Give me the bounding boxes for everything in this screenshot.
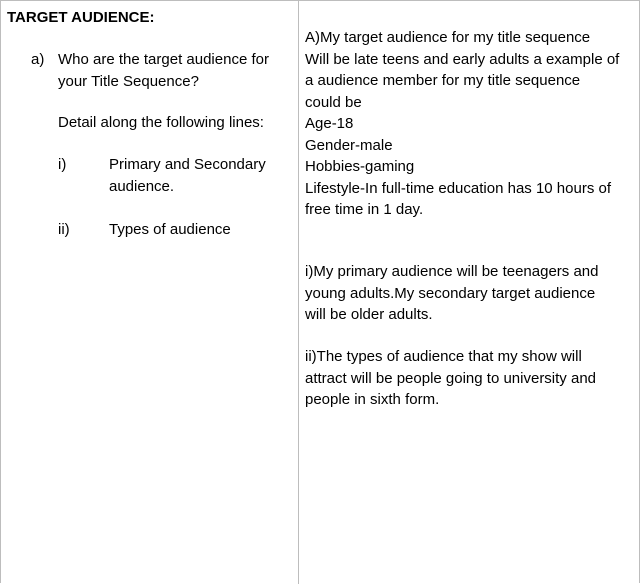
answer-line: Will be late teens and early adults a example of — [305, 50, 620, 68]
answer-line: Age-18 — [305, 115, 354, 132]
answer-line: i)My primary audience will be teenagers and — [305, 263, 599, 280]
answer-line: people in sixth form. — [305, 391, 440, 408]
question-column — [1, 1, 298, 584]
answer-line: a audience member for my title sequence — [305, 72, 581, 89]
answer-line: attract will be people going to university and — [305, 369, 597, 387]
answer-line: will be older adults. — [305, 306, 433, 323]
answer-i — [305, 261, 635, 326]
answer-line: ii)The types of audience that my show will — [305, 348, 582, 365]
detail-instruction: Detail along the following lines: — [58, 114, 264, 131]
answer-line: free time in 1 day. — [305, 201, 424, 218]
sub-item-text: Primary and Secondary audience. — [109, 156, 266, 195]
answer-line: A)My target audience for my title sequence — [305, 29, 591, 46]
answer-line: Hobbies-gaming — [305, 158, 415, 175]
answer-ii — [305, 346, 635, 411]
answer-line: young adults.My secondary target audience — [305, 284, 596, 302]
sub-item-text: Types of audience — [109, 221, 231, 238]
answer-line: could be — [305, 93, 362, 111]
answer-line: Gender-male — [305, 136, 393, 154]
question-text: Who are the target audience for your Title Sequence? — [58, 51, 269, 90]
answer-a — [305, 27, 635, 221]
answer-column — [299, 1, 639, 584]
question-marker: a) — [31, 51, 45, 68]
sub-item-marker: i) — [58, 156, 67, 173]
section-heading: TARGET AUDIENCE: — [7, 9, 155, 26]
sub-item-marker: ii) — [58, 221, 70, 238]
answer-line: Lifestyle-In full-time education has 10 hours of — [305, 179, 611, 197]
